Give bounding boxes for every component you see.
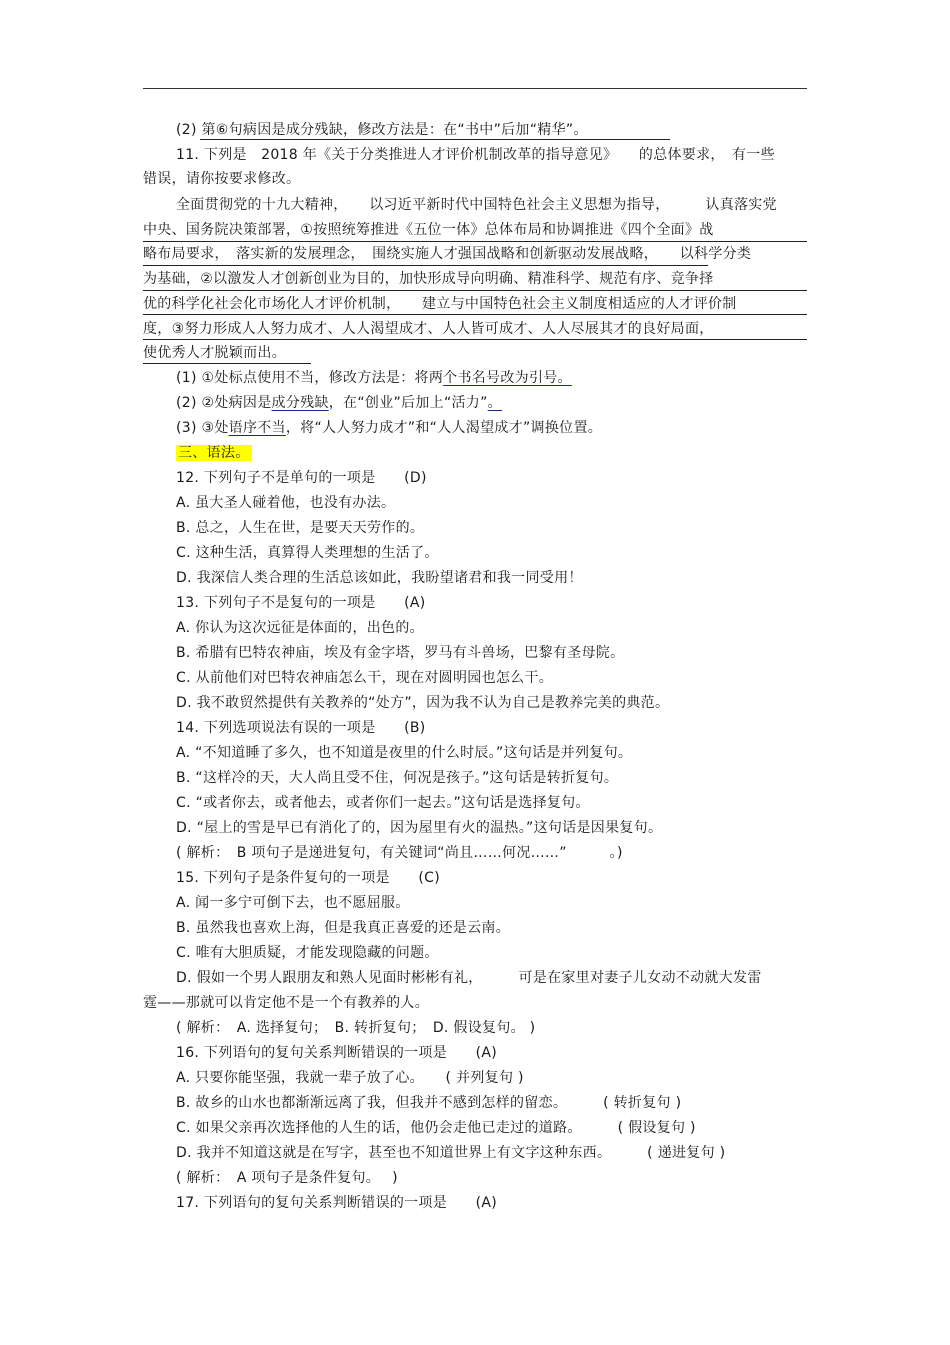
q16-option-c: C. 如果父亲再次选择他的人生的话，他仍会走他已走过的道路。 ( 假设复句 ) bbox=[176, 1120, 696, 1136]
q11-passage-line4: 为基础，②以激发人才创新创业为目的，加快形成导向明确、精准科学、规范有序、竞争择 bbox=[143, 271, 714, 287]
passage-underline bbox=[143, 241, 807, 242]
q15-analysis: ( 解析： A. 选择复句； B. 转折复句； D. 假设复句。 ) bbox=[176, 1020, 536, 1036]
q13-option-a: A. 你认为这次远征是体面的，出色的。 bbox=[176, 620, 424, 636]
q17-stem: 17. 下列语句的复句关系判断错误的一项是 (A) bbox=[176, 1195, 498, 1211]
passage-underline bbox=[143, 314, 807, 315]
q14-option-a: A. “不知道睡了多久，也不知道是夜里的什么时辰。”这句话是并列复句。 bbox=[176, 745, 633, 761]
q11-passage-line7: 使优秀人才脱颖而出。 bbox=[143, 345, 286, 361]
q15-option-c: C. 唯有大胆质疑，才能发现隐藏的问题。 bbox=[176, 945, 439, 961]
q15-stem: 15. 下列句子是条件复句的一项是 (C) bbox=[176, 870, 441, 886]
q14-stem: 14. 下列选项说法有误的一项是 (B) bbox=[176, 720, 426, 736]
q12-option-a: A. 虽大圣人碰着他，也没有办法。 bbox=[176, 495, 396, 511]
q11-passage-line5: 优的科学化社会化市场化人才评价机制， 建立与中国特色社会主义制度相适应的人才评价制 bbox=[143, 296, 737, 312]
section-heading-grammar: 三、语法。 bbox=[178, 445, 250, 461]
q13-option-b: B. 希腊有巴特农神庙，埃及有金字塔，罗马有斗兽场，巴黎有圣母院。 bbox=[176, 645, 625, 661]
q11-passage-line2: 中央、国务院决策部署，①按照统筹推进《五位一体》总体布局和协调推进《四个全面》战 bbox=[143, 222, 714, 238]
q16-stem: 16. 下列语句的复句关系判断错误的一项是 (A) bbox=[176, 1045, 498, 1061]
q15-option-a: A. 闻一多宁可倒下去，也不愿屈服。 bbox=[176, 895, 410, 911]
q16-option-a: A. 只要你能坚强，我就一辈子放了心。 ( 并列复句 ) bbox=[176, 1070, 524, 1086]
q16-option-d: D. 我并不知道这就是在写字，甚至也不知道世界上有文字这种东西。 ( 递进复句 ) bbox=[176, 1145, 726, 1161]
passage-underline bbox=[143, 290, 807, 291]
q13-option-c: C. 从前他们对巴特农神庙怎么干，现在对圆明园也怎么干。 bbox=[176, 670, 554, 686]
q14-option-b: B. “这样冷的天，大人尚且受不住，何况是孩子。”这句话是转折复句。 bbox=[176, 770, 619, 786]
q11-stem-line2: 错误，请你按要求修改。 bbox=[143, 171, 301, 187]
q14-option-c: C. “或者你去，或者他去，或者你们一起去。”这句话是选择复句。 bbox=[176, 795, 590, 811]
q12-option-b: B. 总之，人生在世，是要天天劳作的。 bbox=[176, 520, 425, 536]
passage-underline bbox=[143, 339, 807, 340]
passage-underline bbox=[143, 363, 311, 364]
q11-stem-line1: 11. 下列是 2018 年《关于分类推进人才评价机制改革的指导意见》 的总体要求， 有一些 bbox=[176, 147, 775, 163]
q15-option-d: D. 假如一个男人跟朋友和熟人见面时彬彬有礼， 可是在家里对妻子儿女动不动就大发雷 bbox=[176, 970, 762, 986]
q14-analysis: ( 解析： B 项句子是递进复句，有关键词“尚且……何况……” 。) bbox=[176, 845, 623, 861]
q14-option-d: D. “屋上的雪是早已有消化了的，因为屋里有火的温热。”这句话是因果复句。 bbox=[176, 820, 663, 836]
q11-answer-3: (3) ③处语序不当，将“人人努力成才”和“人人渴望成才”调换位置。 bbox=[176, 420, 603, 436]
q11-answer-2: (2) ②处病因是成分残缺，在“创业”后加上“活力”。 bbox=[176, 395, 502, 411]
header-rule bbox=[143, 88, 807, 89]
passage-underline bbox=[143, 265, 708, 266]
answer-underline bbox=[200, 139, 670, 140]
q15-option-d-cont: 霆——那就可以肯定他不是一个有教养的人。 bbox=[143, 995, 429, 1011]
q11-passage-line6: 度，③努力形成人人努力成才、人人渴望成才、人人皆可成才、人人尽展其才的良好局面， bbox=[143, 321, 714, 337]
q13-option-d: D. 我不敢贸然提供有关教养的“处方”，因为我不认为自己是教养完美的典范。 bbox=[176, 695, 670, 711]
q11-passage-line3: 略布局要求， 落实新的发展理念， 围绕实施人才强国战略和创新驱动发展战略， 以科学分类 bbox=[143, 246, 752, 262]
q12-stem: 12. 下列句子不是单句的一项是 (D) bbox=[176, 470, 427, 486]
q16-option-b: B. 故乡的山水也都渐渐远离了我，但我并不感到怎样的留恋。 ( 转折复句 ) bbox=[176, 1095, 682, 1111]
q12-option-c: C. 这种生活，真算得人类理想的生活了。 bbox=[176, 545, 439, 561]
q13-stem: 13. 下列句子不是复句的一项是 (A) bbox=[176, 595, 426, 611]
q16-analysis: ( 解析： A 项句子是条件复句。 ) bbox=[176, 1170, 398, 1186]
q11-passage-line1: 全面贯彻党的十九大精神， 以习近平新时代中国特色社会主义思想为指导， 认真落实党 bbox=[176, 197, 777, 213]
q11-answer-1: (1) ①处标点使用不当，修改方法是：将两个书名号改为引号。 bbox=[176, 370, 572, 386]
q12-option-d: D. 我深信人类合理的生活总该如此，我盼望诸君和我一同受用！ bbox=[176, 570, 583, 586]
q15-option-b: B. 虽然我也喜欢上海，但是我真正喜爱的还是云南。 bbox=[176, 920, 511, 936]
q10-answer-2: (2) 第⑥句病因是成分残缺，修改方法是：在“书中”后加“精华”。 bbox=[176, 122, 588, 138]
